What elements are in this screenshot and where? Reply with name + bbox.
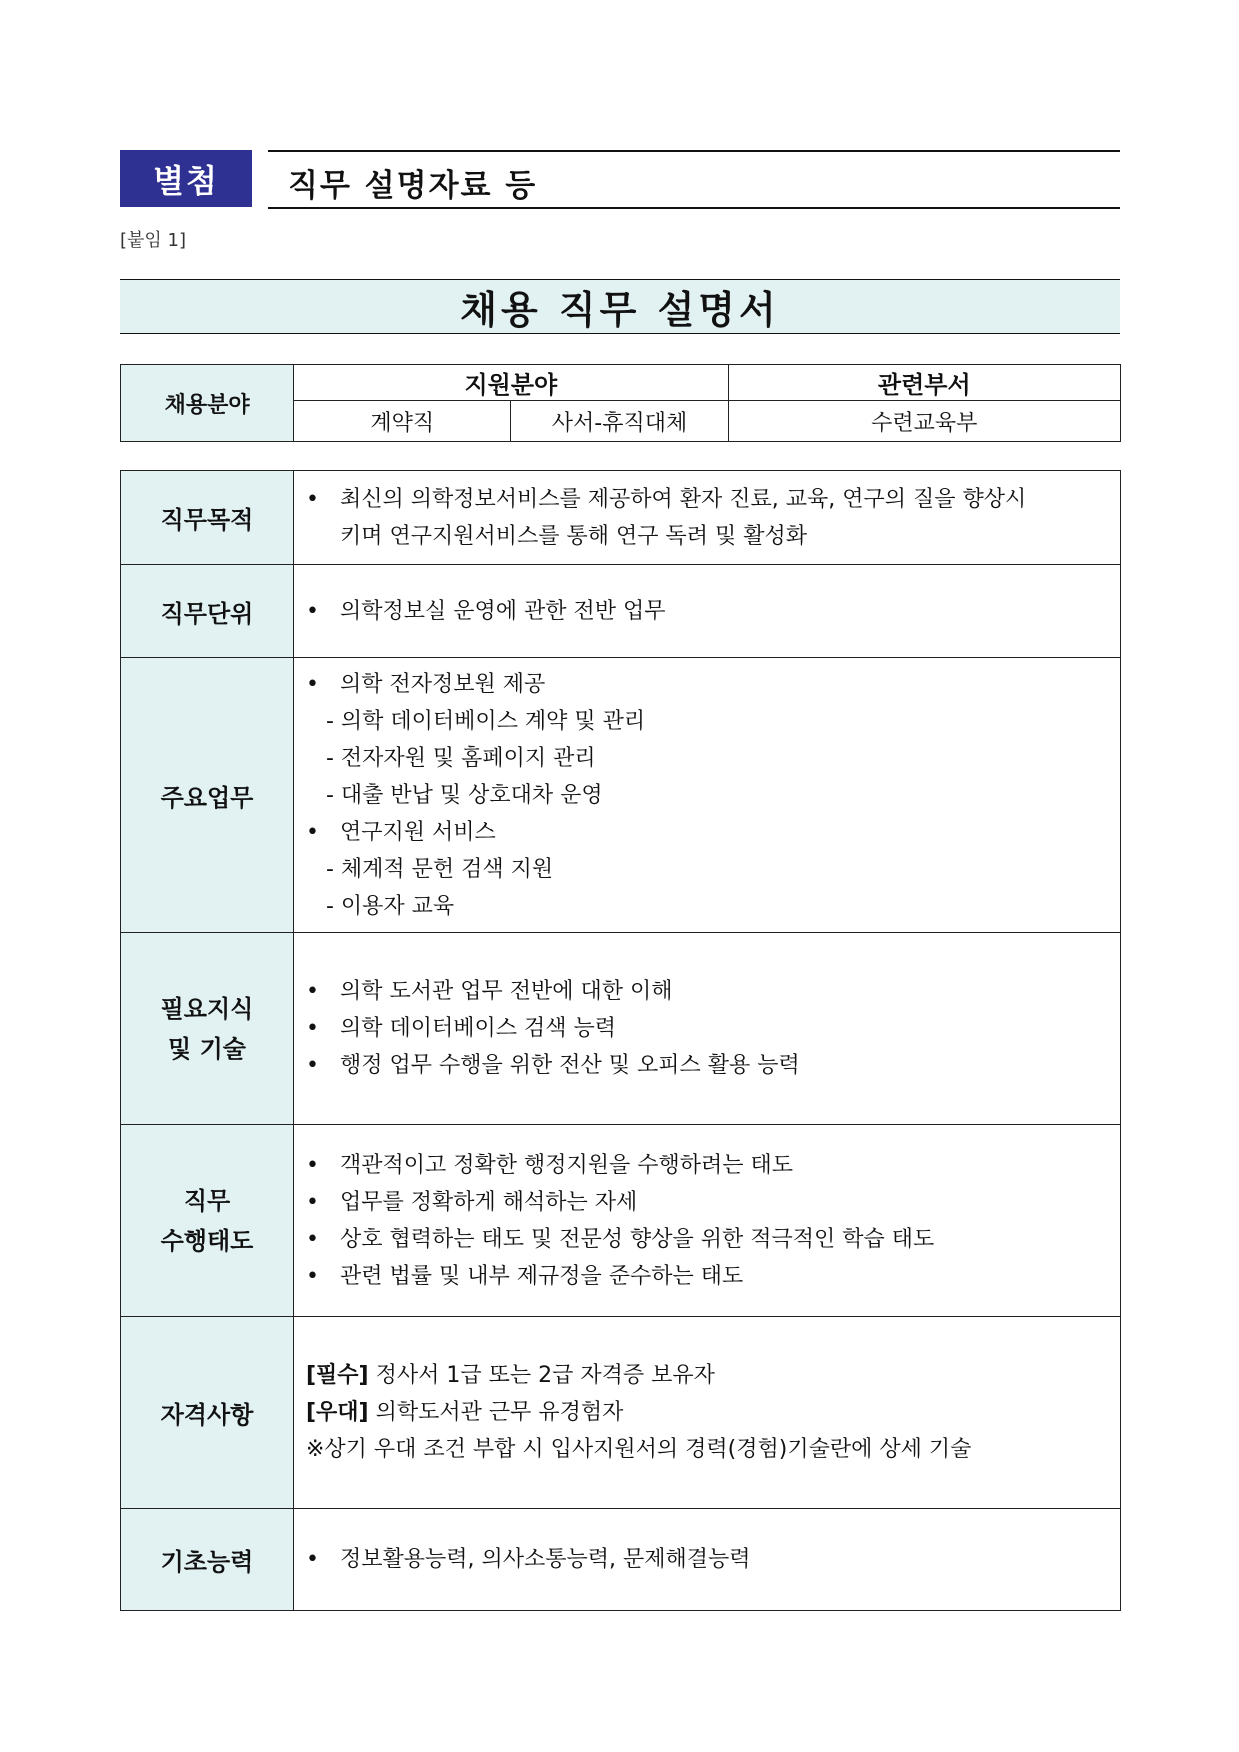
category-label: 채용분야: [121, 365, 294, 442]
attitude-item: [306, 1184, 1110, 1221]
header-title-box: [268, 150, 1120, 209]
attitude-label-line-1: 직무: [183, 1186, 231, 1215]
document-title: 채용 직무 설명서: [460, 288, 780, 332]
bullet: •: [306, 598, 319, 624]
knowledge-item: [306, 1047, 1110, 1084]
bullet: •: [306, 1547, 319, 1572]
knowledge-label-line-2: 및 기술: [168, 1034, 246, 1063]
attitude-item: [306, 1147, 1110, 1184]
attitude-item: [306, 1258, 1110, 1295]
bullet: •: [306, 1016, 319, 1041]
purpose-text: [340, 481, 1026, 555]
attachment-header: [120, 150, 1120, 208]
required-text: 정사서 1급 또는 2급 자격증 보유자: [368, 1363, 715, 1388]
job-description-table: [120, 470, 1121, 1611]
duty-subitem: - 의학 데이터베이스 계약 및 관리: [326, 708, 646, 734]
qualification-row: [121, 1317, 1121, 1509]
duty-subitem: - 체계적 문헌 검색 지원: [326, 856, 554, 882]
attitude-text: 상호 협력하는 태도 및 전문성 향상을 위한 적극적인 학습 태도: [340, 1226, 935, 1252]
unit-item: [306, 593, 1110, 630]
attitude-row: [121, 1125, 1121, 1317]
knowledge-label-line-1: 필요지식: [160, 994, 254, 1023]
qualification-required: [306, 1357, 1110, 1394]
summary-table: [120, 364, 1121, 442]
position-cell: 사서-휴직대체: [511, 401, 728, 442]
bullet: •: [306, 671, 319, 697]
attitude-text: 객관적이고 정확한 행정지원을 수행하려는 태도: [340, 1152, 794, 1178]
knowledge-label: [121, 933, 294, 1125]
knowledge-row: [121, 933, 1121, 1125]
unit-text: 의학정보실 운영에 관한 전반 업무: [340, 598, 666, 624]
bullet: •: [306, 1263, 319, 1289]
preferred-text: 의학도서관 근무 유경험자: [368, 1400, 624, 1425]
qualification-preferred: [306, 1394, 1110, 1431]
purpose-row: [121, 471, 1121, 565]
department-cell: 수련교육부: [728, 401, 1120, 442]
knowledge-content: [294, 933, 1121, 1125]
purpose-item: [306, 481, 1110, 555]
dept-header: 관련부서: [728, 365, 1120, 401]
qualification-content: [294, 1317, 1121, 1509]
duty-item: [306, 666, 1110, 703]
qualification-label: 자격사항: [121, 1317, 294, 1509]
purpose-label: 직무목적: [121, 471, 294, 565]
unit-label: 직무단위: [121, 565, 294, 658]
bullet: •: [306, 819, 319, 845]
document-title-bar: [120, 279, 1120, 334]
attitude-label-line-2: 수행태도: [160, 1226, 254, 1255]
attachment-reference: [붙임 1]: [120, 230, 186, 251]
attachment-badge: 별첨: [120, 150, 252, 207]
attitude-text: 관련 법률 및 내부 제규정을 준수하는 태도: [340, 1263, 744, 1289]
qualification-note: ※상기 우대 조건 부합 시 입사지원서의 경력(경험)기술란에 상세 기술: [306, 1437, 972, 1462]
attitude-label: [121, 1125, 294, 1317]
duty-text: 의학 전자정보원 제공: [340, 671, 546, 697]
purpose-line-2: 키며 연구지원서비스를 통해 연구 독려 및 활성화: [340, 523, 808, 549]
contract-type-cell: 계약직: [294, 401, 511, 442]
knowledge-text: 의학 데이터베이스 검색 능력: [340, 1016, 617, 1041]
bullet: •: [306, 486, 319, 512]
purpose-content: [294, 471, 1121, 565]
unit-row: [121, 565, 1121, 658]
required-tag: [필수]: [306, 1363, 369, 1388]
attitude-content: [294, 1125, 1121, 1317]
basic-content: [294, 1509, 1121, 1611]
header-title: 직무 설명자료 등: [288, 168, 538, 204]
knowledge-item: [306, 1010, 1110, 1047]
knowledge-text: 행정 업무 수행을 위한 전산 및 오피스 활용 능력: [340, 1053, 800, 1078]
purpose-line-1: 최신의 의학정보서비스를 제공하여 환자 진료, 교육, 연구의 질을 향상시: [340, 486, 1027, 512]
bullet: •: [306, 979, 319, 1004]
basic-text: 정보활용능력, 의사소통능력, 문제해결능력: [340, 1547, 751, 1572]
attitude-text: 업무를 정확하게 해석하는 자세: [340, 1189, 638, 1215]
bullet: •: [306, 1189, 319, 1215]
bullet: •: [306, 1226, 319, 1252]
knowledge-text: 의학 도서관 업무 전반에 대한 이해: [340, 979, 673, 1004]
preferred-tag: [우대]: [306, 1400, 369, 1425]
duty-subitem: - 이용자 교육: [326, 893, 455, 919]
duty-subitem: - 대출 반납 및 상호대차 운영: [326, 782, 603, 808]
unit-content: [294, 565, 1121, 658]
attitude-item: [306, 1221, 1110, 1258]
basic-item: [306, 1541, 1110, 1578]
duty-text: 연구지원 서비스: [340, 819, 496, 845]
duties-label: 주요업무: [121, 658, 294, 933]
duties-row: [121, 658, 1121, 933]
basic-row: [121, 1509, 1121, 1611]
knowledge-item: [306, 973, 1110, 1010]
basic-label: 기초능력: [121, 1509, 294, 1611]
bullet: •: [306, 1053, 319, 1078]
duty-subitem: - 전자자원 및 홈페이지 관리: [326, 745, 596, 771]
duties-content: [294, 658, 1121, 933]
field-header: 지원분야: [294, 365, 728, 401]
duty-item: [306, 814, 1110, 851]
bullet: •: [306, 1152, 319, 1178]
